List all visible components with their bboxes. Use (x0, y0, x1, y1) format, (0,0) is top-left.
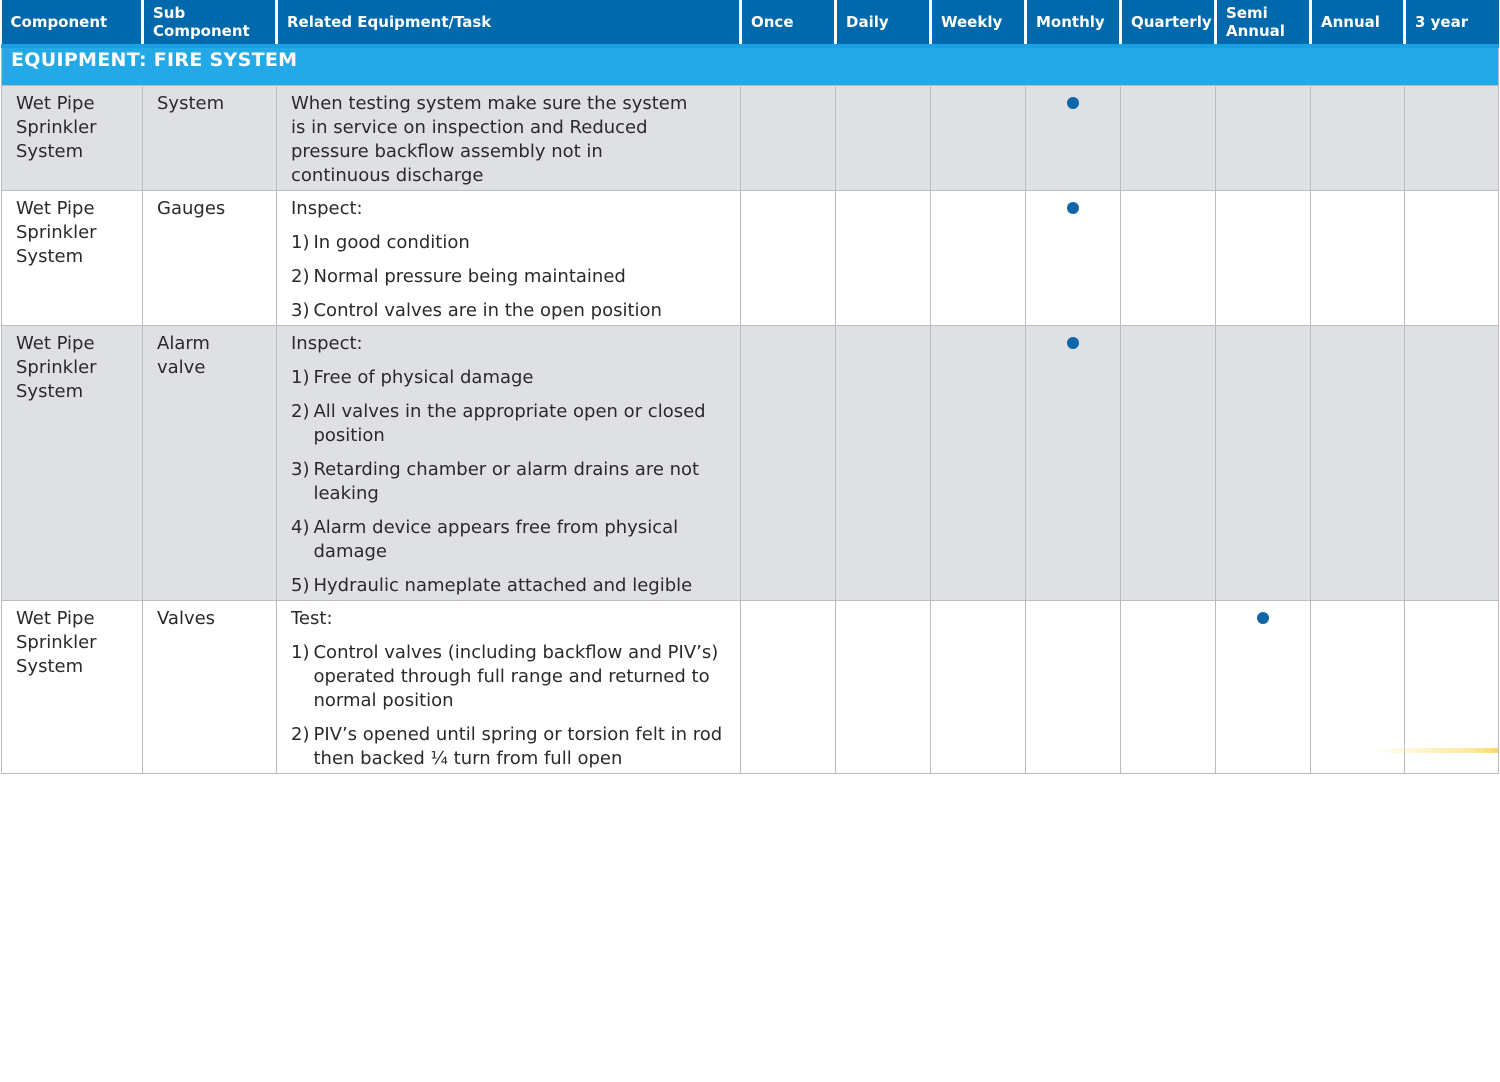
header-semi-annual: Semi Annual (1216, 0, 1311, 46)
task-step (291, 516, 726, 564)
frequency-cell (741, 325, 836, 600)
task-cell (277, 325, 741, 600)
task-step-text: Free of physical damage (313, 366, 534, 388)
frequency-cell (1405, 85, 1499, 190)
task-step (291, 299, 726, 323)
table-row (2, 325, 1499, 600)
frequency-cell (931, 190, 1026, 325)
header-monthly: Monthly (1026, 0, 1121, 46)
task-step-text: Retarding chamber or alarm drains are not leaking (313, 458, 700, 504)
header-weekly: Weekly (931, 0, 1026, 46)
task-step-text: Normal pressure being maintained (313, 265, 626, 287)
header-once: Once (741, 0, 836, 46)
header-row (2, 0, 1499, 46)
task-intro: When testing system make sure the system is in service on inspection and Reduced pressure backflow assembly not in continuous discharge (291, 92, 688, 186)
component-cell: Wet Pipe Sprinkler System (2, 600, 143, 773)
frequency-cell (1311, 85, 1405, 190)
component-cell: Wet Pipe Sprinkler System (2, 190, 143, 325)
section-row (2, 46, 1499, 85)
task-step-text: All valves in the appropriate open or closed position (313, 400, 706, 446)
frequency-cell (1405, 190, 1499, 325)
frequency-cell (1121, 325, 1216, 600)
frequency-cell (1216, 190, 1311, 325)
frequency-cell (836, 325, 931, 600)
frequency-cell (1216, 325, 1311, 600)
task-step-number: 4) (291, 516, 310, 538)
task-intro: Inspect: (291, 332, 363, 354)
task-step-text: Alarm device appears free from physical damage (313, 516, 679, 562)
task-step (291, 231, 726, 255)
frequency-dot-icon (1067, 337, 1079, 349)
frequency-cell (1216, 600, 1311, 773)
task-step-number: 1) (291, 641, 310, 663)
task-step-number: 2) (291, 723, 310, 745)
header-component: Component (2, 0, 143, 46)
maintenance-schedule-table (1, 0, 1499, 774)
task-step-text: Control valves (including backflow and PIV’s) operated through full range and returned to normal position (313, 641, 719, 711)
frequency-dot-icon (1067, 97, 1079, 109)
frequency-cell (1121, 600, 1216, 773)
task-intro: Test: (291, 607, 333, 629)
task-step-number: 1) (291, 366, 310, 388)
section-title: EQUIPMENT: FIRE SYSTEM (2, 46, 1499, 85)
decorative-highlight (1372, 748, 1498, 753)
task-step-number: 3) (291, 299, 310, 321)
frequency-cell (1311, 190, 1405, 325)
frequency-cell (1026, 85, 1121, 190)
task-step (291, 366, 726, 390)
frequency-cell (931, 325, 1026, 600)
header-3-year: 3 year (1405, 0, 1499, 46)
task-step-text: Hydraulic nameplate attached and legible (313, 574, 693, 596)
task-cell (277, 85, 741, 190)
sub-component-cell: Valves (143, 600, 277, 773)
frequency-cell (1026, 190, 1121, 325)
task-step (291, 574, 726, 598)
task-step-number: 5) (291, 574, 310, 596)
frequency-cell (741, 600, 836, 773)
frequency-cell (1121, 85, 1216, 190)
task-step (291, 458, 726, 506)
table-row (2, 190, 1499, 325)
task-step (291, 723, 726, 771)
task-step-text: PIV’s opened until spring or torsion felt in rod then backed ¼ turn from full open (313, 723, 723, 769)
sub-component-cell: System (143, 85, 277, 190)
task-step-number: 2) (291, 265, 310, 287)
frequency-cell (1121, 190, 1216, 325)
task-step-text: Control valves are in the open position (313, 299, 662, 321)
task-step (291, 641, 726, 713)
component-cell: Wet Pipe Sprinkler System (2, 325, 143, 600)
task-step (291, 265, 726, 289)
frequency-dot-icon (1257, 612, 1269, 624)
frequency-cell (836, 85, 931, 190)
header-quarterly: Quarterly (1121, 0, 1216, 46)
frequency-cell (1026, 600, 1121, 773)
frequency-cell (1216, 85, 1311, 190)
frequency-dot-icon (1067, 202, 1079, 214)
task-step-number: 3) (291, 458, 310, 480)
table-row (2, 85, 1499, 190)
task-step-number: 2) (291, 400, 310, 422)
frequency-cell (1311, 325, 1405, 600)
frequency-cell (931, 85, 1026, 190)
frequency-cell (1026, 325, 1121, 600)
header-task: Related Equipment/Task (277, 0, 741, 46)
frequency-cell (1405, 325, 1499, 600)
component-cell: Wet Pipe Sprinkler System (2, 85, 143, 190)
table-row (2, 600, 1499, 773)
frequency-cell (741, 85, 836, 190)
frequency-cell (836, 190, 931, 325)
task-intro: Inspect: (291, 197, 363, 219)
header-daily: Daily (836, 0, 931, 46)
task-step-text: In good condition (313, 231, 470, 253)
task-cell (277, 190, 741, 325)
frequency-cell (836, 600, 931, 773)
task-step (291, 400, 726, 448)
frequency-cell (741, 190, 836, 325)
header-annual: Annual (1311, 0, 1405, 46)
header-sub-component: Sub Component (143, 0, 277, 46)
sub-component-cell: Gauges (143, 190, 277, 325)
sub-component-cell: Alarm valve (143, 325, 277, 600)
task-cell (277, 600, 741, 773)
task-step-number: 1) (291, 231, 310, 253)
frequency-cell (931, 600, 1026, 773)
